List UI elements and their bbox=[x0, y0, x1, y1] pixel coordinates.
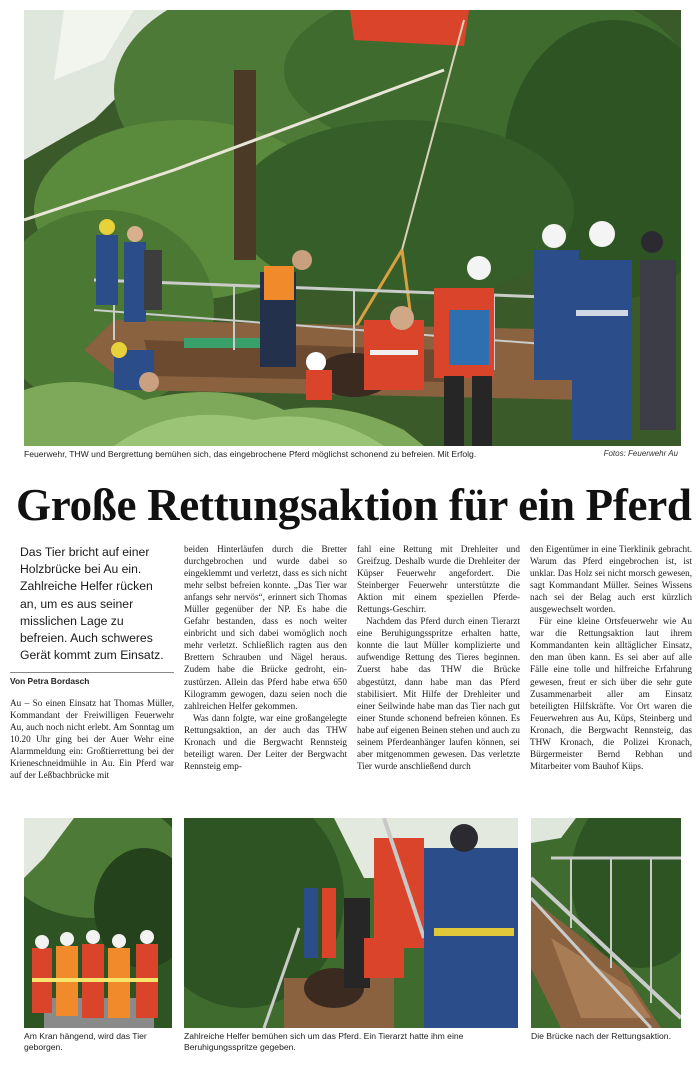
bottom-photo-2-caption: Zahlreiche Helfer bemühen sich um das Pferd. Ein Tierarzt hatte ihm eine Beruhigungsspritze gegeben. bbox=[184, 1031, 464, 1052]
article-paragraph: beiden Hinterläufen durch die Bretter durchgebrochen und wurde dabei so eingeklemmt und verletzt, dass es sich nicht mehr selbst befreien konnte. „Das Tier war anfangs sehr nervös“, erinnert sich Thomas Müller gegenüber der NP. Es habe die Gefahr bestanden, dass es noch weiter einbricht und sich dabei womöglich noch mehr verletzt. Schließlich ragten aus den Brettern Schrauben und Nägel heraus. Zudem habe die Brücke gedroht, einzustürzen. Allein das Pferd habe etwa 650 Kilogramm gewogen, dazu seien noch die zahlreichen Helfer gekommen. bbox=[184, 544, 347, 711]
article-paragraph: den Eigentümer in eine Tierklinik gebracht. Warum das Pferd eingebrochen ist, ist unklar. Das Holz sei nicht morsch gewesen, sagt Kommandant Müller. Seines Wissens nach sei der Belag auch erst kürzlich ausgewechselt worden. bbox=[530, 544, 692, 615]
lead-text: Das Tier bricht auf einer Holzbrücke bei Au ein. Zahlreiche Helfer rücken an, um es aus seiner misslichen Lage zu befreien. Auch schweres Gerät kommt zum Einsatz. bbox=[20, 545, 164, 663]
bottom-photo-3 bbox=[531, 818, 681, 1028]
article-column-2 bbox=[184, 543, 347, 772]
bottom-photo-1 bbox=[24, 818, 172, 1028]
article-paragraph: Für eine kleine Ortsfeuerwehr wie Au war die Rettungsaktion laut ihrem Kommandanten kein alltäglicher Einsatz, den man üben kann. Es sei aber auf alle Fälle eine tolle und hilfreiche Erfahrung gewesen, freut er sich über die sehr gute Zusammenarbeit aller am Einsatz beteiligten Hilfskräfte. Vor Ort waren die Feuerwehren aus Au, Küps, Steinberg und Kronach, die Bergwacht Rennsteig, das THW Kronach, die Polizei Kronach, Bürgermeister Bernd Rebhan und Mitarbeiter vom Bauhof Küps. bbox=[530, 616, 692, 771]
article-paragraph: Nachdem das Pferd durch einen Tierarzt eine Beruhigungsspritze erhalten hatte, konnte die laut Müller komplizierte und aufwendige Rettung des Tieres beginnen. Zuerst habe das THW die Brücke abgestützt, dann habe man das Pferd stabilisiert. Mit Hilfe der Drehleiter und einer Seilwinde habe man das Tier nach gut einer Stunde schonend befreien können. Es habe auf eigenen Beinen stehen und auch zu seinem Pferdeanhänger laufen können, sei aber mitgenommen gewesen. Das verletzte Tier wurde anschließend durch bbox=[357, 616, 521, 771]
top-photo bbox=[24, 10, 681, 446]
bottom-photo-2 bbox=[184, 818, 518, 1028]
article-paragraph: Was dann folgte, war eine großangelegte Rettungsaktion, an der auch das THW Kronach und die Bergwacht Rennsteig beteiligt waren. Der Leiter der Bergwacht Rennsteig emp- bbox=[184, 712, 347, 771]
byline-divider bbox=[10, 672, 174, 673]
top-photo-caption: Feuerwehr, THW und Bergrettung bemühen sich, das eingebrochene Pferd möglichst schonend zu befreien. Mit Erfolg. bbox=[24, 449, 477, 459]
article-paragraph: fahl eine Rettung mit Drehleiter und Greifzug. Deshalb wurde die Drehleiter der Küpser Feuerwehr angefordert. Die Steinberger Feuerwehr unterstützte die Aktion mit einem speziellen Pferde-Rettungs-Geschirr. bbox=[357, 544, 520, 615]
bottom-photo-3-caption: Die Brücke nach der Rettungsaktion. bbox=[531, 1031, 671, 1041]
article-paragraph: Au – So einen Einsatz hat Thomas Müller, Kommandant der Freiwilligen Feuerwehr Au, auch noch nicht erlebt. Am Sonntag um 10.20 Uhr ging bei der Auer Wehr eine Alarmmeldung ein: Großtierrettung bei der Krieneschneidmühle in Au. Ein Pferd war auf der Leßbachbrücke mit bbox=[10, 698, 174, 781]
photo-credit: Fotos: Feuerwehr Au bbox=[603, 449, 678, 458]
byline: Von Petra Bordasch bbox=[10, 676, 90, 686]
bottom-photo-1-caption: Am Kran hängend, wird das Tier geborgen. bbox=[24, 1031, 147, 1052]
article-column-3 bbox=[357, 543, 520, 772]
headline: Große Rettungsaktion für ein Pferd bbox=[16, 480, 692, 530]
article-column-4 bbox=[530, 543, 692, 772]
article-column-1 bbox=[10, 697, 174, 781]
